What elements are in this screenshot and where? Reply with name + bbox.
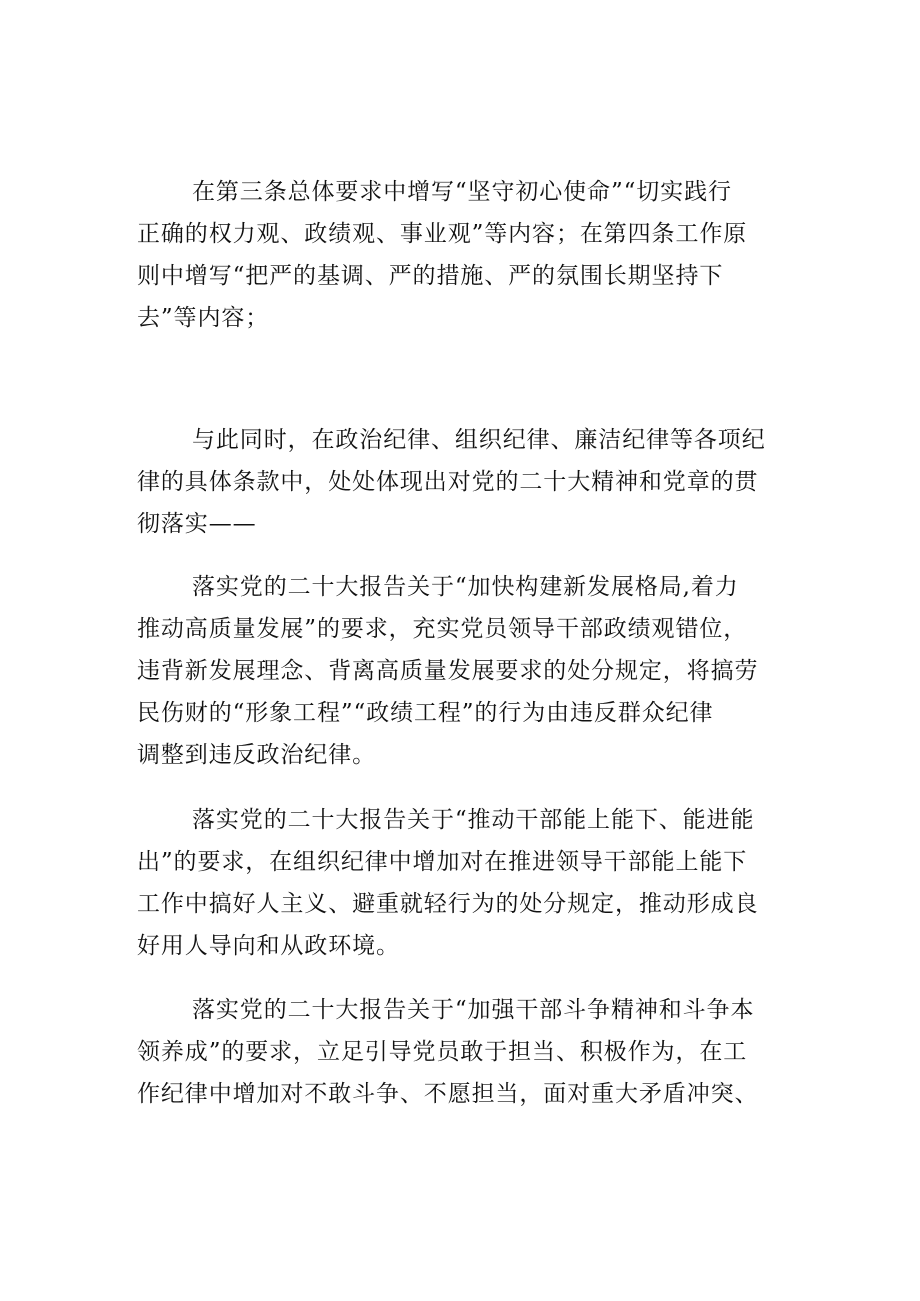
text-line: 违背新发展理念、背离高质量发展要求的处分规定，将搞劳 [137, 658, 759, 684]
text-line: 作纪律中增加对不敢斗争、不愿担当，面对重大矛盾冲突、 [137, 1081, 759, 1107]
text-line: 落实党的二十大报告关于“推动干部能上能下、能进能 [192, 807, 755, 833]
text-line: 落实党的二十大报告关于“加强干部斗争精神和斗争本 [192, 997, 755, 1023]
text-line: 调整到违反政治纪律。 [137, 742, 376, 768]
text-line: 落实党的二十大报告关于“加快构建新发展格局,着力 [192, 574, 739, 600]
text-line: 则中增写“把严的基调、严的措施、严的氛围长期坚持下 [137, 263, 724, 289]
text-line: 领养成”的要求，立足引导党员敢于担当、积极作为，在工 [137, 1039, 748, 1065]
text-line: 律的具体条款中，处处体现出对党的二十大精神和党章的贯 [137, 469, 759, 495]
text-line: 出”的要求，在组织纪律中增加对在推进领导干部能上能下 [137, 849, 748, 875]
text-line: 去”等内容； [137, 305, 270, 331]
text-line: 推动高质量发展”的要求，充实党员领导干部政绩观错位， [137, 616, 748, 642]
text-line: 与此同时，在政治纪律、组织纪律、廉洁纪律等各项纪 [192, 427, 766, 453]
text-line: 好用人导向和从政环境。 [137, 933, 400, 959]
text-line: 工作中搞好人主义、避重就轻行为的处分规定，推动形成良 [137, 891, 759, 917]
text-line: 彻落实—— [137, 511, 257, 537]
text-line: 正确的权力观、政绩观、事业观”等内容；在第四条工作原 [137, 221, 748, 247]
text-line: 在第三条总体要求中增写“坚守初心使命”“切实践行 [192, 179, 732, 205]
text-line: 民伤财的“形象工程”“政绩工程”的行为由违反群众纪律 [137, 700, 714, 726]
